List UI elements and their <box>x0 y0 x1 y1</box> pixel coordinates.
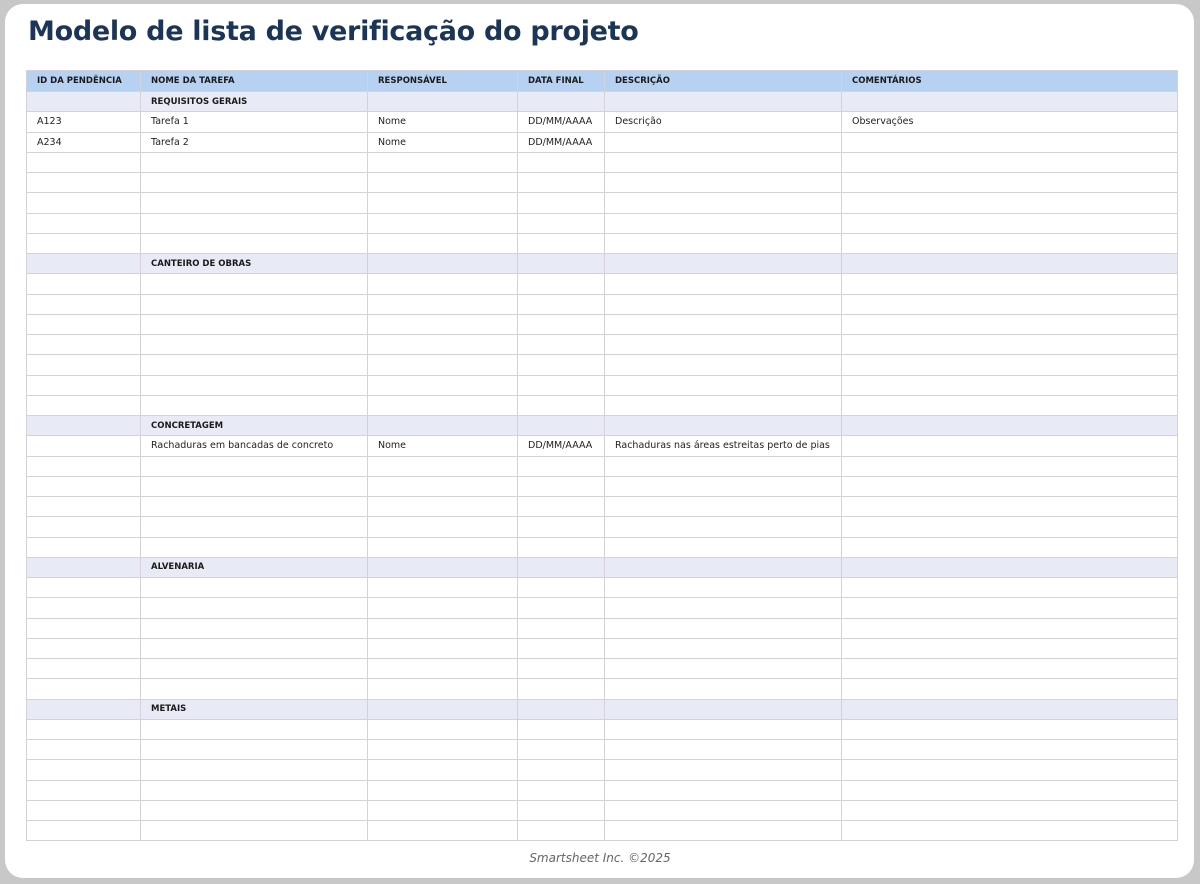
section-cell[interactable] <box>368 92 518 112</box>
cell-task-name[interactable] <box>141 173 368 193</box>
section-title[interactable]: REQUISITOS GERAIS <box>141 92 368 112</box>
cell-owner[interactable] <box>368 497 518 517</box>
cell-owner[interactable] <box>368 618 518 638</box>
section-row <box>27 699 1178 719</box>
cell-comments[interactable] <box>842 638 1178 658</box>
cell-task-name[interactable] <box>141 638 368 658</box>
cell-description[interactable] <box>605 152 842 172</box>
cell-comments[interactable] <box>842 497 1178 517</box>
cell-task-name[interactable] <box>141 719 368 739</box>
table-row <box>27 294 1178 314</box>
cell-description[interactable] <box>605 800 842 820</box>
cell-description[interactable] <box>605 355 842 375</box>
cell-id[interactable] <box>27 476 141 496</box>
section-cell[interactable] <box>518 254 605 274</box>
cell-description[interactable] <box>605 456 842 476</box>
cell-description[interactable] <box>605 659 842 679</box>
column-header-comments: COMENTÁRIOS <box>842 71 1178 92</box>
table-row <box>27 679 1178 699</box>
cell-task-name[interactable] <box>141 598 368 618</box>
cell-task-name[interactable]: Tarefa 1 <box>141 112 368 132</box>
cell-due-date[interactable] <box>518 375 605 395</box>
cell-task-name[interactable]: Tarefa 2 <box>141 132 368 152</box>
cell-due-date[interactable] <box>518 618 605 638</box>
table-row <box>27 740 1178 760</box>
cell-due-date[interactable] <box>518 233 605 253</box>
table-row <box>27 355 1178 375</box>
cell-task-name[interactable] <box>141 233 368 253</box>
cell-task-name[interactable] <box>141 213 368 233</box>
column-header-task-name: NOME DA TAREFA <box>141 71 368 92</box>
cell-description[interactable] <box>605 395 842 415</box>
cell-due-date[interactable] <box>518 537 605 557</box>
section-cell[interactable] <box>605 92 842 112</box>
section-cell[interactable] <box>842 254 1178 274</box>
cell-task-name[interactable] <box>141 274 368 294</box>
cell-description[interactable] <box>605 638 842 658</box>
cell-description[interactable] <box>605 578 842 598</box>
cell-due-date[interactable] <box>518 598 605 618</box>
cell-task-name[interactable] <box>141 375 368 395</box>
cell-comments[interactable] <box>842 821 1178 841</box>
cell-owner[interactable]: Nome <box>368 436 518 456</box>
cell-due-date[interactable] <box>518 193 605 213</box>
cell-description[interactable] <box>605 679 842 699</box>
section-row <box>27 254 1178 274</box>
section-title[interactable]: CONCRETAGEM <box>141 416 368 436</box>
cell-comments[interactable] <box>842 800 1178 820</box>
cell-id[interactable] <box>27 618 141 638</box>
cell-owner[interactable] <box>368 719 518 739</box>
section-cell[interactable] <box>27 92 141 112</box>
cell-comments[interactable] <box>842 274 1178 294</box>
cell-description[interactable]: Descrição <box>605 112 842 132</box>
cell-description[interactable] <box>605 821 842 841</box>
cell-comments[interactable] <box>842 233 1178 253</box>
cell-task-name[interactable] <box>141 355 368 375</box>
cell-owner[interactable] <box>368 193 518 213</box>
cell-task-name[interactable] <box>141 395 368 415</box>
cell-id[interactable] <box>27 335 141 355</box>
cell-due-date[interactable] <box>518 780 605 800</box>
table-row <box>27 436 1178 456</box>
cell-id[interactable] <box>27 193 141 213</box>
cell-owner[interactable] <box>368 213 518 233</box>
cell-owner[interactable]: Nome <box>368 112 518 132</box>
cell-comments[interactable] <box>842 456 1178 476</box>
cell-owner[interactable] <box>368 659 518 679</box>
cell-id[interactable] <box>27 274 141 294</box>
cell-description[interactable] <box>605 314 842 334</box>
cell-description[interactable] <box>605 335 842 355</box>
cell-id[interactable] <box>27 821 141 841</box>
cell-due-date[interactable] <box>518 517 605 537</box>
cell-id[interactable] <box>27 760 141 780</box>
table-row <box>27 456 1178 476</box>
cell-description[interactable] <box>605 193 842 213</box>
section-cell[interactable] <box>605 699 842 719</box>
cell-task-name[interactable] <box>141 335 368 355</box>
cell-id[interactable] <box>27 740 141 760</box>
table-row <box>27 132 1178 152</box>
cell-comments[interactable] <box>842 578 1178 598</box>
cell-due-date[interactable] <box>518 497 605 517</box>
cell-owner[interactable] <box>368 294 518 314</box>
table-row <box>27 335 1178 355</box>
section-cell[interactable] <box>518 557 605 577</box>
cell-id[interactable] <box>27 578 141 598</box>
cell-comments[interactable] <box>842 355 1178 375</box>
cell-owner[interactable] <box>368 152 518 172</box>
table-row <box>27 213 1178 233</box>
cell-task-name[interactable] <box>141 659 368 679</box>
cell-description[interactable] <box>605 213 842 233</box>
cell-task-name[interactable] <box>141 476 368 496</box>
cell-id[interactable] <box>27 598 141 618</box>
cell-due-date[interactable] <box>518 800 605 820</box>
column-header-description: DESCRIÇÃO <box>605 71 842 92</box>
cell-owner[interactable] <box>368 314 518 334</box>
cell-description[interactable] <box>605 274 842 294</box>
table-row <box>27 821 1178 841</box>
section-cell[interactable] <box>842 557 1178 577</box>
table-row <box>27 233 1178 253</box>
cell-comments[interactable]: Observações <box>842 112 1178 132</box>
cell-due-date[interactable] <box>518 760 605 780</box>
section-cell[interactable] <box>518 92 605 112</box>
cell-due-date[interactable] <box>518 638 605 658</box>
cell-description[interactable] <box>605 760 842 780</box>
cell-comments[interactable] <box>842 395 1178 415</box>
section-cell[interactable] <box>27 254 141 274</box>
cell-due-date[interactable] <box>518 740 605 760</box>
cell-due-date[interactable] <box>518 355 605 375</box>
cell-owner[interactable] <box>368 638 518 658</box>
cell-comments[interactable] <box>842 537 1178 557</box>
cell-comments[interactable] <box>842 294 1178 314</box>
cell-comments[interactable] <box>842 335 1178 355</box>
cell-id[interactable] <box>27 314 141 334</box>
section-title[interactable]: CANTEIRO DE OBRAS <box>141 254 368 274</box>
cell-id[interactable] <box>27 395 141 415</box>
cell-task-name[interactable] <box>141 800 368 820</box>
cell-due-date[interactable] <box>518 213 605 233</box>
cell-owner[interactable] <box>368 800 518 820</box>
table-row <box>27 476 1178 496</box>
column-header-due-date: DATA FINAL <box>518 71 605 92</box>
section-cell[interactable] <box>842 699 1178 719</box>
cell-task-name[interactable]: Rachaduras em bancadas de concreto <box>141 436 368 456</box>
cell-comments[interactable] <box>842 679 1178 699</box>
cell-owner[interactable] <box>368 355 518 375</box>
cell-owner[interactable] <box>368 821 518 841</box>
cell-comments[interactable] <box>842 719 1178 739</box>
cell-owner[interactable] <box>368 274 518 294</box>
cell-task-name[interactable] <box>141 294 368 314</box>
cell-id[interactable] <box>27 638 141 658</box>
cell-id[interactable]: A234 <box>27 132 141 152</box>
cell-comments[interactable] <box>842 618 1178 638</box>
table-row <box>27 719 1178 739</box>
cell-owner[interactable] <box>368 335 518 355</box>
cell-id[interactable] <box>27 780 141 800</box>
section-cell[interactable] <box>842 92 1178 112</box>
section-cell[interactable] <box>842 416 1178 436</box>
cell-comments[interactable] <box>842 760 1178 780</box>
cell-id[interactable]: A123 <box>27 112 141 132</box>
cell-owner[interactable] <box>368 679 518 699</box>
cell-description[interactable]: Rachaduras nas áreas estreitas perto de pias <box>605 436 842 456</box>
cell-owner[interactable] <box>368 395 518 415</box>
cell-owner[interactable] <box>368 173 518 193</box>
cell-comments[interactable] <box>842 213 1178 233</box>
cell-task-name[interactable] <box>141 821 368 841</box>
table-row <box>27 578 1178 598</box>
section-cell[interactable] <box>605 254 842 274</box>
cell-task-name[interactable] <box>141 193 368 213</box>
cell-task-name[interactable] <box>141 314 368 334</box>
cell-comments[interactable] <box>842 173 1178 193</box>
cell-owner[interactable] <box>368 517 518 537</box>
cell-id[interactable] <box>27 719 141 739</box>
section-title[interactable]: ALVENARIA <box>141 557 368 577</box>
cell-id[interactable] <box>27 173 141 193</box>
cell-due-date[interactable] <box>518 679 605 699</box>
cell-id[interactable] <box>27 233 141 253</box>
cell-due-date[interactable]: DD/MM/AAAA <box>518 436 605 456</box>
cell-comments[interactable] <box>842 132 1178 152</box>
cell-due-date[interactable] <box>518 659 605 679</box>
cell-description[interactable] <box>605 375 842 395</box>
cell-comments[interactable] <box>842 598 1178 618</box>
cell-description[interactable] <box>605 173 842 193</box>
table-row <box>27 638 1178 658</box>
cell-due-date[interactable] <box>518 314 605 334</box>
cell-description[interactable] <box>605 598 842 618</box>
cell-due-date[interactable] <box>518 294 605 314</box>
cell-description[interactable] <box>605 132 842 152</box>
cell-comments[interactable] <box>842 740 1178 760</box>
cell-owner[interactable] <box>368 233 518 253</box>
section-row <box>27 92 1178 112</box>
table-row <box>27 618 1178 638</box>
table-row <box>27 375 1178 395</box>
cell-id[interactable] <box>27 537 141 557</box>
cell-due-date[interactable]: DD/MM/AAAA <box>518 112 605 132</box>
cell-task-name[interactable] <box>141 780 368 800</box>
cell-due-date[interactable] <box>518 274 605 294</box>
section-cell[interactable] <box>27 699 141 719</box>
section-cell[interactable] <box>518 699 605 719</box>
section-cell[interactable] <box>368 416 518 436</box>
table-row <box>27 537 1178 557</box>
section-title[interactable]: METAIS <box>141 699 368 719</box>
cell-id[interactable] <box>27 659 141 679</box>
cell-description[interactable] <box>605 294 842 314</box>
cell-id[interactable] <box>27 679 141 699</box>
cell-description[interactable] <box>605 476 842 496</box>
cell-task-name[interactable] <box>141 537 368 557</box>
section-cell[interactable] <box>27 416 141 436</box>
section-cell[interactable] <box>605 416 842 436</box>
cell-id[interactable] <box>27 213 141 233</box>
cell-task-name[interactable] <box>141 618 368 638</box>
table-row <box>27 173 1178 193</box>
cell-comments[interactable] <box>842 476 1178 496</box>
cell-due-date[interactable] <box>518 395 605 415</box>
section-cell[interactable] <box>27 557 141 577</box>
cell-description[interactable] <box>605 719 842 739</box>
cell-owner[interactable] <box>368 740 518 760</box>
cell-owner[interactable] <box>368 537 518 557</box>
cell-comments[interactable] <box>842 314 1178 334</box>
table-row <box>27 112 1178 132</box>
table-row <box>27 314 1178 334</box>
cell-due-date[interactable] <box>518 578 605 598</box>
cell-id[interactable] <box>27 294 141 314</box>
column-header-owner: RESPONSÁVEL <box>368 71 518 92</box>
table-row <box>27 800 1178 820</box>
column-header-id: ID DA PENDÊNCIA <box>27 71 141 92</box>
table-row <box>27 598 1178 618</box>
cell-due-date[interactable] <box>518 335 605 355</box>
cell-description[interactable] <box>605 618 842 638</box>
cell-task-name[interactable] <box>141 456 368 476</box>
section-row <box>27 557 1178 577</box>
table-row <box>27 152 1178 172</box>
table-row <box>27 193 1178 213</box>
cell-description[interactable] <box>605 537 842 557</box>
cell-description[interactable] <box>605 233 842 253</box>
cell-owner[interactable] <box>368 760 518 780</box>
section-cell[interactable] <box>368 557 518 577</box>
cell-due-date[interactable] <box>518 152 605 172</box>
table-row <box>27 395 1178 415</box>
cell-id[interactable] <box>27 375 141 395</box>
table-row <box>27 760 1178 780</box>
section-cell[interactable] <box>518 416 605 436</box>
cell-comments[interactable] <box>842 193 1178 213</box>
checklist-table <box>26 70 1178 841</box>
cell-comments[interactable] <box>842 517 1178 537</box>
cell-due-date[interactable] <box>518 173 605 193</box>
cell-owner[interactable] <box>368 578 518 598</box>
cell-task-name[interactable] <box>141 679 368 699</box>
table-header-row <box>27 71 1178 92</box>
table-row <box>27 274 1178 294</box>
cell-owner[interactable] <box>368 598 518 618</box>
cell-due-date[interactable] <box>518 719 605 739</box>
cell-comments[interactable] <box>842 780 1178 800</box>
section-cell[interactable] <box>368 699 518 719</box>
cell-id[interactable] <box>27 497 141 517</box>
cell-owner[interactable] <box>368 780 518 800</box>
cell-due-date[interactable] <box>518 456 605 476</box>
cell-comments[interactable] <box>842 375 1178 395</box>
page-title: Modelo de lista de verificação do projeto <box>28 16 639 47</box>
cell-owner[interactable]: Nome <box>368 132 518 152</box>
cell-task-name[interactable] <box>141 760 368 780</box>
table-row <box>27 497 1178 517</box>
footer-copyright: Smartsheet Inc. ©2025 <box>529 851 671 865</box>
cell-task-name[interactable] <box>141 578 368 598</box>
cell-id[interactable] <box>27 456 141 476</box>
cell-description[interactable] <box>605 517 842 537</box>
cell-task-name[interactable] <box>141 517 368 537</box>
cell-description[interactable] <box>605 780 842 800</box>
cell-task-name[interactable] <box>141 740 368 760</box>
cell-task-name[interactable] <box>141 152 368 172</box>
table-row <box>27 517 1178 537</box>
cell-task-name[interactable] <box>141 497 368 517</box>
cell-comments[interactable] <box>842 659 1178 679</box>
cell-id[interactable] <box>27 355 141 375</box>
cell-id[interactable] <box>27 436 141 456</box>
cell-comments[interactable] <box>842 436 1178 456</box>
cell-description[interactable] <box>605 740 842 760</box>
cell-id[interactable] <box>27 517 141 537</box>
cell-owner[interactable] <box>368 375 518 395</box>
cell-owner[interactable] <box>368 456 518 476</box>
section-cell[interactable] <box>605 557 842 577</box>
cell-due-date[interactable] <box>518 821 605 841</box>
table-body <box>27 92 1178 841</box>
section-row <box>27 416 1178 436</box>
cell-id[interactable] <box>27 800 141 820</box>
cell-owner[interactable] <box>368 476 518 496</box>
cell-due-date[interactable] <box>518 476 605 496</box>
table-row <box>27 780 1178 800</box>
table-row <box>27 659 1178 679</box>
cell-comments[interactable] <box>842 152 1178 172</box>
section-cell[interactable] <box>368 254 518 274</box>
cell-description[interactable] <box>605 497 842 517</box>
cell-due-date[interactable]: DD/MM/AAAA <box>518 132 605 152</box>
cell-id[interactable] <box>27 152 141 172</box>
